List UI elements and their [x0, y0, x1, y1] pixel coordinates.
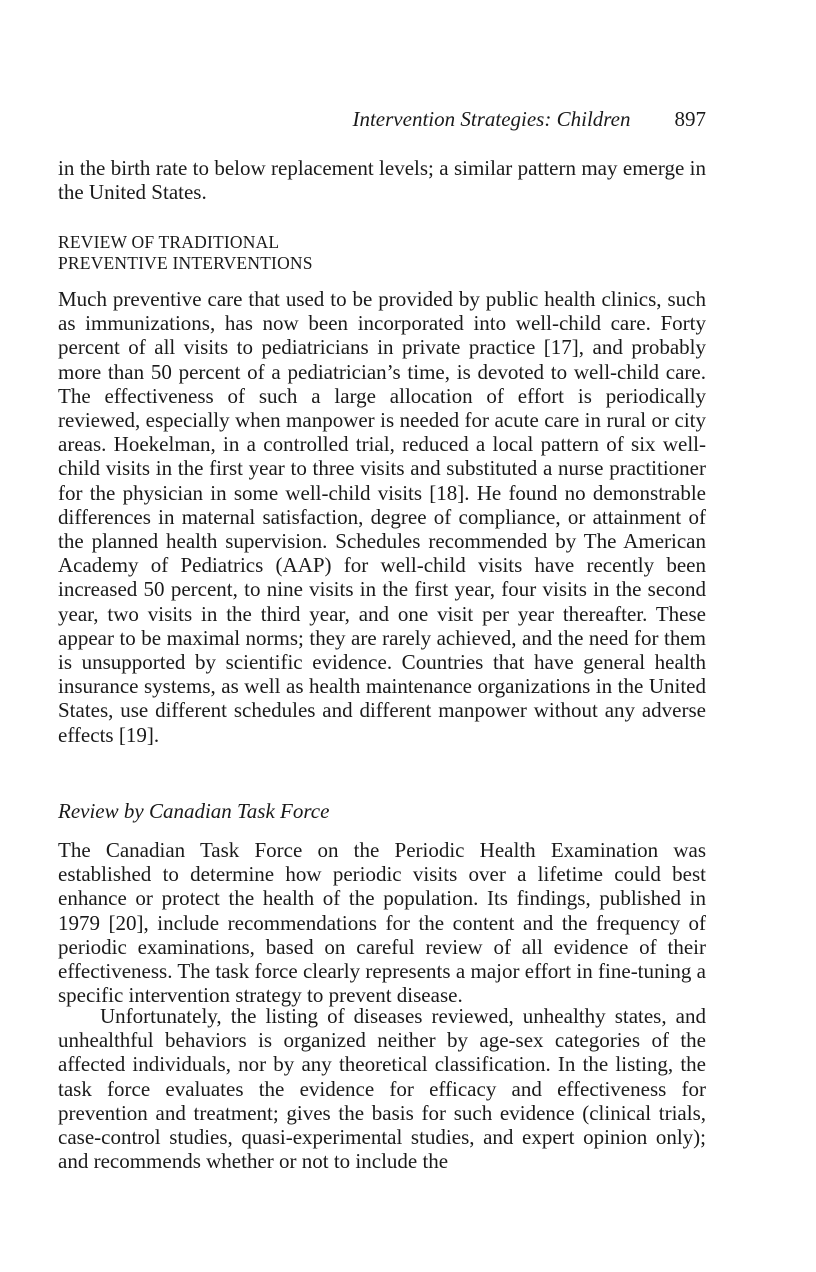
section-paragraph: Much preventive care that used to be provided by public health clinics, such as immunizations, has now been incorporated into well-child care. Forty percent of all visits to pediatricians in private practice [17], and probably more than 50 percent of a pediatrician’s time, is devoted to well-child care. The effectiveness of such a large allocation of effort is periodically reviewed, especially when manpower is needed for acute care in rural or city areas. Hoekelman, in a controlled trial, reduced a local pattern of six well-child visits in the first year to three visits and substituted a nurse practitioner for the physician in some well-child visits [18]. He found no demonstrable differences in maternal satisfaction, degree of compliance, or attainment of the planned health supervision. Schedules recommended by The American Academy of Pediatrics (AAP) for well-child visits have recently been increased 50 percent, to nine visits in the first year, four visits in the second year, two visits in the third year, and one visit per year thereafter. These appear to be maximal norms; they are rarely achieved, and the need for them is unsupported by scientific evidence. Countries that have general health insurance systems, as well as health maintenance organizations in the United States, use different schedules and different manpower without any adverse effects [19]. [58, 287, 706, 747]
page-number: 897 [674, 107, 706, 131]
subsection-paragraph-2: Unfortunately, the listing of diseases reviewed, unhealthy states, and unhealthful behaviors is organized neither by age-sex categories of the affected individuals, nor by any theoretical classification. In the listing, the task force evaluates the evidence for efficacy and effectiveness for prevention and treatment; gives the basis for such evidence (clinical trials, case-control studies, quasi-experimental studies, and expert opinion only); and recommends whether or not to include the [58, 1004, 706, 1174]
running-head [58, 106, 706, 132]
subsection-paragraph-1: The Canadian Task Force on the Periodic Health Examination was established to determine how periodic visits over a lifetime could best enhance or protect the health of the population. Its findings, published in 1979 [20], include recommendations for the content and the frequency of periodic examinations, based on careful review of all evidence of their effectiveness. The task force clearly represents a major effort in fine-tuning a specific intervention strategy to prevent disease. [58, 838, 706, 1008]
section-heading [58, 232, 706, 274]
running-title: Intervention Strategies: Children [352, 107, 631, 131]
subsection-heading: Review by Canadian Task Force [58, 799, 330, 823]
continued-paragraph: in the birth rate to below replacement levels; a similar pattern may emerge in the United States. [58, 156, 706, 205]
section-heading-line-2: PREVENTIVE INTERVENTIONS [58, 253, 313, 273]
section-heading-line-1: REVIEW OF TRADITIONAL [58, 232, 280, 252]
